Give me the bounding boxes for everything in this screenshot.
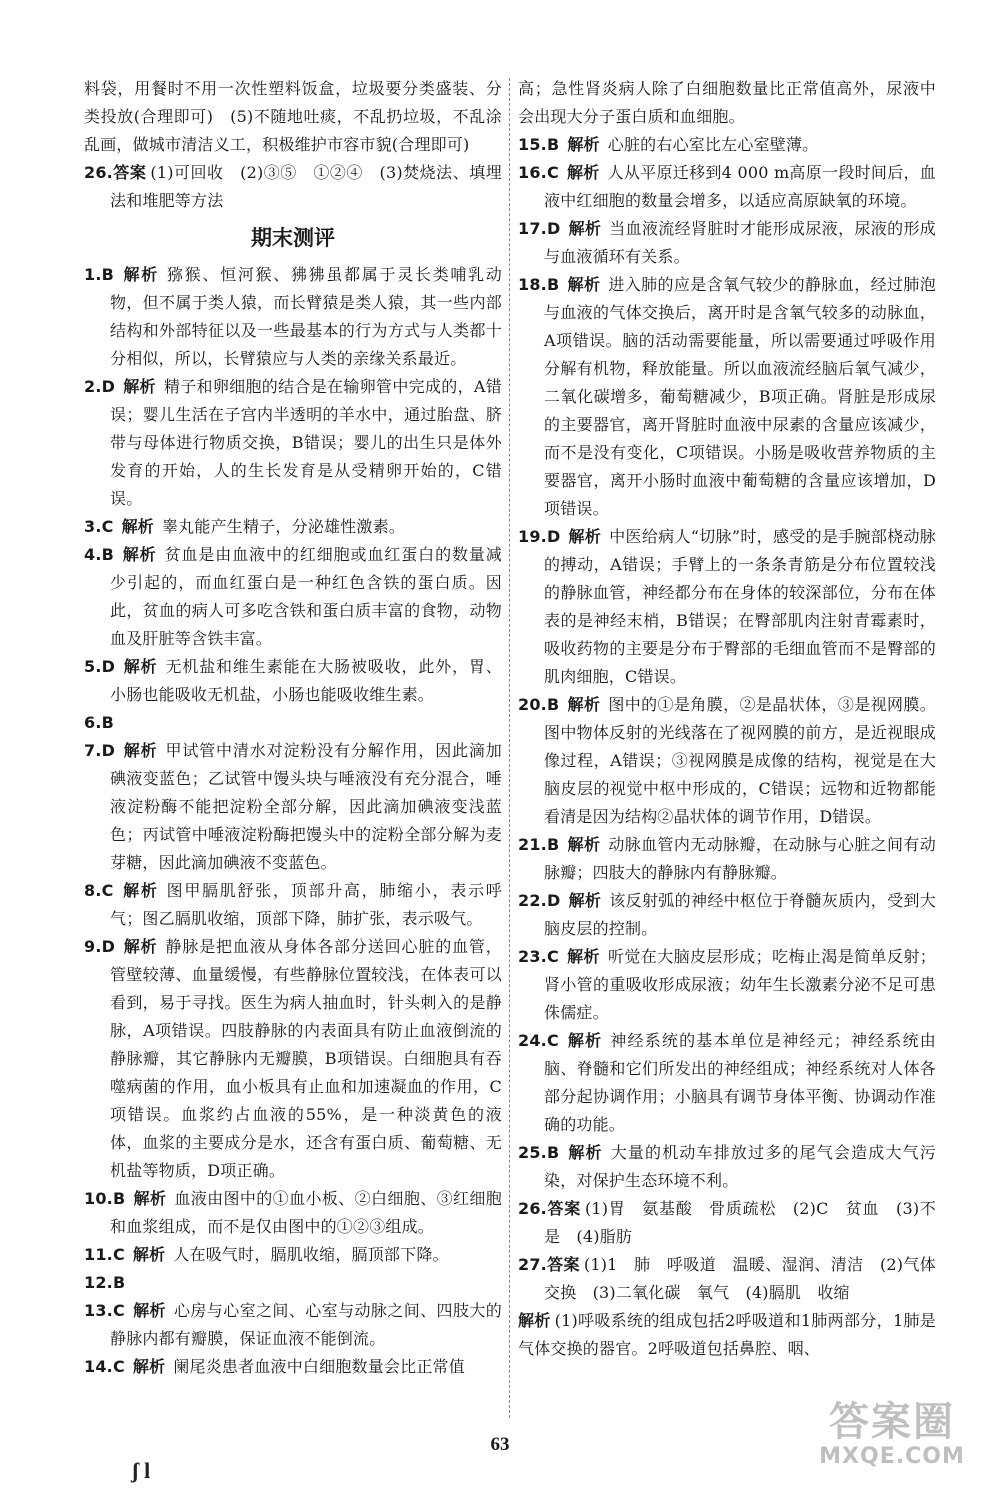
analysis-text: 心房与心室之间、心室与动脉之间、四肢大的静脉内都有瓣膜，保证血液不能倒流。 — [110, 1301, 502, 1348]
answer-item — [84, 877, 502, 933]
question-number: 14. — [84, 1357, 113, 1376]
analysis-text: 精子和卵细胞的结合是在输卵管中完成的，A错误；婴儿生活在子宫内半透明的羊水中，通过胎盘、脐带与母体进行物质交换，B错误；婴儿的出生只是体外发育的开始，人的生长发育是从受精卵开始的，C错误。 — [110, 377, 502, 508]
page-number: 63 — [490, 1434, 510, 1455]
answer-item — [518, 215, 936, 271]
analysis-label: 解析 — [132, 1245, 166, 1264]
answer-choice: C — [101, 881, 114, 900]
answer-item — [518, 831, 936, 887]
answer-item — [84, 541, 502, 653]
analysis-text: 无机盐和维生素能在大肠被吸收，此外，胃、小肠也能吸收无机盐，小肠也能吸收维生素。 — [110, 657, 502, 704]
analysis-label: 解析 — [518, 1311, 551, 1330]
analysis-text: 睾丸能产生精子，分泌雄性激素。 — [161, 517, 405, 536]
question-26-left — [84, 159, 502, 215]
analysis-text: 该反射弧的神经中枢位于脊髓灰质内，受到大脑皮层的控制。 — [544, 891, 936, 938]
question-number: 9. — [84, 937, 102, 956]
answer-choice: C — [112, 1357, 125, 1376]
analysis-text: 图甲膈肌舒张，顶部升高，肺缩小，表示呼气；图乙膈肌收缩，顶部下降，肺扩张，表示吸气。 — [110, 881, 502, 928]
answer-item — [84, 1269, 502, 1297]
answer-choice: B — [101, 545, 115, 564]
question-27-analysis — [518, 1307, 936, 1363]
question-number: 19. — [518, 527, 547, 546]
question-number: 15. — [518, 135, 547, 154]
site-watermark — [802, 1400, 982, 1484]
answer-text: (1)胃 氨基酸 骨质疏松 (2)C 贫血 (3)不是 (4)脂肪 — [544, 1199, 937, 1246]
analysis-text: 听觉在大脑皮层形成；吃梅止渴是简单反射；肾小管的重吸收形成尿液；幼年生长激素分泌不足可患侏儒症。 — [544, 947, 936, 1022]
analysis-label: 解析 — [567, 275, 601, 294]
analysis-label: 解析 — [132, 1357, 166, 1376]
analysis-label: 解析 — [566, 1031, 603, 1050]
analysis-text: 静脉是把血液从身体各部分送回心脏的血管，管壁较薄、血量缓慢，有些静脉位置较浅，在体表可以看到，易于寻找。医生为病人抽血时，针头刺入的是静脉，A项错误。四肢静脉的内表面具有防止血液倒流的静脉瓣，其它静脉内无瓣膜，B项错误。白细胞具有吞噬病菌的作用，血小板具有止血和加速凝血的作用，C项错误。血浆约占血液的55%，是一种淡黄色的液体，血浆的主要成分是水，还含有蛋白质、葡萄糖、无机盐等物质，D项正确。 — [110, 937, 502, 1180]
analysis-label: 解析 — [567, 135, 600, 154]
analysis-label: 解析 — [121, 881, 159, 900]
question-number: 26. — [84, 163, 113, 182]
answer-item — [84, 933, 502, 1185]
answer-text: (1)1 肺 呼吸道 温暖、湿润、清洁 (2)气体交换 (3)二氧化碳 氧气 (4)膈肌 收缩 — [544, 1255, 936, 1302]
analysis-text: 动脉血管内无动脉瓣，在动脉与心脏之间有动脉瓣；四肢大的静脉内有静脉瓣。 — [544, 835, 936, 882]
continued-text-body: 料袋，用餐时不用一次性塑料饭盒，垃圾要分类盛装、分类投放(合理即可) (5)不随地吐痰，不乱扔垃圾，不乱涂乱画，做城市清洁义工，积极维护市容市貌(合理即可) — [84, 79, 502, 154]
analysis-text: 阑尾炎患者血液中白细胞数量会比正常值 — [173, 1357, 465, 1376]
answer-choice: C — [112, 1245, 125, 1264]
analysis-text: 神经系统的基本单位是神经元；神经系统由脑、脊髓和它们所发出的神经组成；神经系统对人体各部分起协调作用；小脑具有调节身体平衡、协调动作准确的功能。 — [544, 1031, 936, 1134]
answer-item — [518, 131, 936, 159]
analysis-label: 解析 — [123, 741, 158, 760]
answer-choice: D — [546, 219, 561, 238]
answer-choice: B — [112, 1189, 126, 1208]
left-column — [84, 75, 502, 1381]
answer-item — [84, 1297, 502, 1353]
answer-choice: B — [546, 275, 560, 294]
analysis-label: 解析 — [123, 377, 156, 396]
analysis-text: 甲试管中清水对淀粉没有分解作用，因此滴加碘液变蓝色；乙试管中馒头块与唾液没有充分混合，唾液淀粉酶不能把淀粉全部分解，因此滴加碘液变浅蓝色；丙试管中唾液淀粉酶把馒头中的淀粉全部分解为麦芽糖，因此滴加碘液不变蓝色。 — [110, 741, 502, 872]
question-number: 16. — [518, 163, 547, 182]
answer-item — [518, 1139, 936, 1195]
answer-choice: D — [546, 527, 561, 546]
analysis-text: 进入肺的应是含氧气较少的静脉血，经过肺泡与血液的气体交换后，离开时是含氧气较多的动脉血，A项错误。脑的活动需要能量，所以需要通过呼吸作用分解有机物，释放能量。所以血液流经脑后氧气减少，二氧化碳增多，葡萄糖减少，B项正确。肾脏是形成尿的主要器官，离开肾脏时血液中尿素的含量应该减少，而不是没有变化，C项错误。小肠是吸收营养物质的主要器官，离开小肠时血液中葡萄糖的含量应该增加，D项错误。 — [544, 275, 936, 518]
analysis-label: 解析 — [566, 947, 600, 966]
question-number: 18. — [518, 275, 547, 294]
answer-choice: B — [112, 1273, 126, 1292]
answer-item — [518, 887, 936, 943]
answer-item — [518, 523, 936, 691]
answer-item — [84, 513, 502, 541]
answer-item — [84, 1185, 502, 1241]
answer-label: 答案 — [546, 1255, 580, 1274]
question-27 — [518, 1251, 936, 1307]
analysis-text: 当血液流经肾脏时才能形成尿液，尿液的形成与血液循环有关系。 — [544, 219, 936, 266]
question-number: 11. — [84, 1245, 113, 1264]
answer-choice: C — [546, 947, 559, 966]
left-answer-list — [84, 261, 502, 1381]
question-number: 10. — [84, 1189, 113, 1208]
answer-choice: B — [101, 713, 115, 732]
question-number: 23. — [518, 947, 547, 966]
question-number: 5. — [84, 657, 102, 676]
question-number: 1. — [84, 265, 102, 284]
answer-text: (1)可回收 (2)③⑤ ①②④ (3)焚烧法、填埋法和堆肥等方法 — [110, 163, 502, 210]
analysis-label: 解析 — [567, 695, 601, 714]
right-column — [518, 75, 936, 1363]
section-title: 期末测评 — [251, 226, 335, 250]
answer-item — [518, 691, 936, 831]
analysis-text: 人在吸气时，膈肌收缩，膈顶部下降。 — [173, 1245, 449, 1264]
analysis-label: 解析 — [566, 163, 600, 182]
analysis-text: 大量的机动车排放过多的尾气会造成大气污染，对保护生态环境不利。 — [544, 1143, 936, 1190]
question-number: 17. — [518, 219, 547, 238]
answer-item — [84, 1353, 502, 1381]
answer-choice: D — [101, 657, 116, 676]
answer-choice: B — [101, 265, 115, 284]
question-number: 25. — [518, 1143, 547, 1162]
answer-item — [518, 159, 936, 215]
question-number: 8. — [84, 881, 102, 900]
question-26-right — [518, 1195, 936, 1251]
analysis-text: 心脏的右心室比左心室壁薄。 — [607, 135, 819, 154]
analysis-text: 图中的①是角膜，②是晶状体，③是视网膜。图中物体反射的光线落在了视网膜的前方，是近视眼成像过程，A错误；③视网膜是成像的结构，视觉是在大脑皮层的视觉中枢中形成的，C错误；远物和近物都能看清是因为结构②晶状体的调节作用，D错误。 — [544, 695, 936, 826]
answer-choice: B — [546, 695, 560, 714]
answer-item — [518, 943, 936, 1027]
answer-choice: C — [101, 517, 114, 536]
answer-choice: D — [101, 937, 116, 956]
question-number: 20. — [518, 695, 547, 714]
question-number: 2. — [84, 377, 102, 396]
analysis-label: 解析 — [567, 1143, 603, 1162]
answer-item — [84, 709, 502, 737]
answer-choice: B — [546, 135, 560, 154]
column-divider — [509, 78, 510, 1418]
answer-choice: C — [546, 1031, 559, 1050]
answer-item — [84, 373, 502, 513]
answer-item — [84, 261, 502, 373]
answer-item — [84, 653, 502, 709]
analysis-label: 解析 — [132, 1301, 166, 1320]
analysis-text: 人从平原迁移到4 000 m高原一段时间后，血液中红细胞的数量会增多，以适应高原缺氧的环境。 — [544, 163, 936, 210]
analysis-label: 解析 — [123, 937, 158, 956]
analysis-label: 解析 — [133, 1189, 167, 1208]
answer-item — [518, 271, 936, 523]
analysis-text: (1)呼吸系统的组成包括2呼吸道和1肺两部分，1肺是气体交换的器官。2呼吸道包括鼻腔、咽、 — [518, 1311, 936, 1358]
analysis-label: 解析 — [568, 527, 602, 546]
watermark-url: MXQE.COM — [819, 1444, 965, 1469]
question-number: 4. — [84, 545, 102, 564]
answer-item — [518, 1027, 936, 1139]
answer-item — [84, 1241, 502, 1269]
answer-choice: C — [546, 163, 559, 182]
analysis-label: 解析 — [122, 545, 157, 564]
question-number: 6. — [84, 713, 102, 732]
answer-choice: B — [546, 835, 560, 854]
question-number: 24. — [518, 1031, 547, 1050]
question-number: 22. — [518, 891, 547, 910]
analysis-text: 贫血是由血液中的红细胞或血红蛋白的数量减少引起的，而血红蛋白是一种红色含铁的蛋白质。因此，贫血的病人可多吃含铁和蛋白质丰富的食物，动物血及肝脏等含铁丰富。 — [110, 545, 502, 648]
answer-label: 答案 — [546, 1199, 581, 1218]
question-number: 7. — [84, 741, 102, 760]
corner-mark: ʃ l — [132, 1458, 151, 1483]
analysis-text: 猕猴、恒河猴、狒狒虽都属于灵长类哺乳动物，但不属于类人猿，而长臂猿是类人猿，其一些内部结构和外部特征以及一些最基本的行为方式与人类都十分相似，所以，长臂猿应与人类的亲缘关系最近。 — [110, 265, 502, 368]
watermark-title: 答案圈 — [829, 1399, 955, 1445]
question-number: 12. — [84, 1273, 113, 1292]
answer-choice: C — [112, 1301, 125, 1320]
answer-choice: D — [101, 741, 116, 760]
answer-item — [84, 737, 502, 877]
right-answer-list — [518, 131, 936, 1195]
question-number: 26. — [518, 1199, 547, 1218]
question-number: 13. — [84, 1301, 113, 1320]
analysis-label: 解析 — [123, 657, 158, 676]
continued-text-body: 高；急性肾炎病人除了白细胞数量比正常值高外，尿液中会出现大分子蛋白质和血细胞。 — [518, 79, 936, 126]
continued-text-right — [518, 75, 936, 131]
answer-choice: D — [101, 377, 116, 396]
analysis-label: 解析 — [121, 517, 154, 536]
answer-choice: B — [546, 1143, 560, 1162]
analysis-label: 解析 — [568, 219, 602, 238]
analysis-label: 解析 — [568, 891, 602, 910]
answer-choice: D — [546, 891, 561, 910]
answer-label: 答案 — [112, 163, 147, 182]
analysis-label: 解析 — [122, 265, 159, 284]
continued-text — [84, 75, 502, 159]
question-number: 21. — [518, 835, 547, 854]
analysis-text: 血液由图中的①血小板、②白细胞、③红细胞和血浆组成，而不是仅由图中的①②③组成。 — [110, 1189, 502, 1236]
question-number: 27. — [518, 1255, 547, 1274]
analysis-text: 中医给病人“切脉”时，感受的是手腕部桡动脉的搏动，A错误；手臂上的一条条青筋是分布位置较浅的静脉血管，神经都分布在身体的较深部位，分布在体表的是神经末梢，B错误；在臀部肌肉注射青霉素时，吸收药物的主要是分布于臀部的毛细血管而不是臀部的肌肉细胞，C错误。 — [544, 527, 937, 686]
question-number: 3. — [84, 517, 102, 536]
analysis-label: 解析 — [567, 835, 601, 854]
